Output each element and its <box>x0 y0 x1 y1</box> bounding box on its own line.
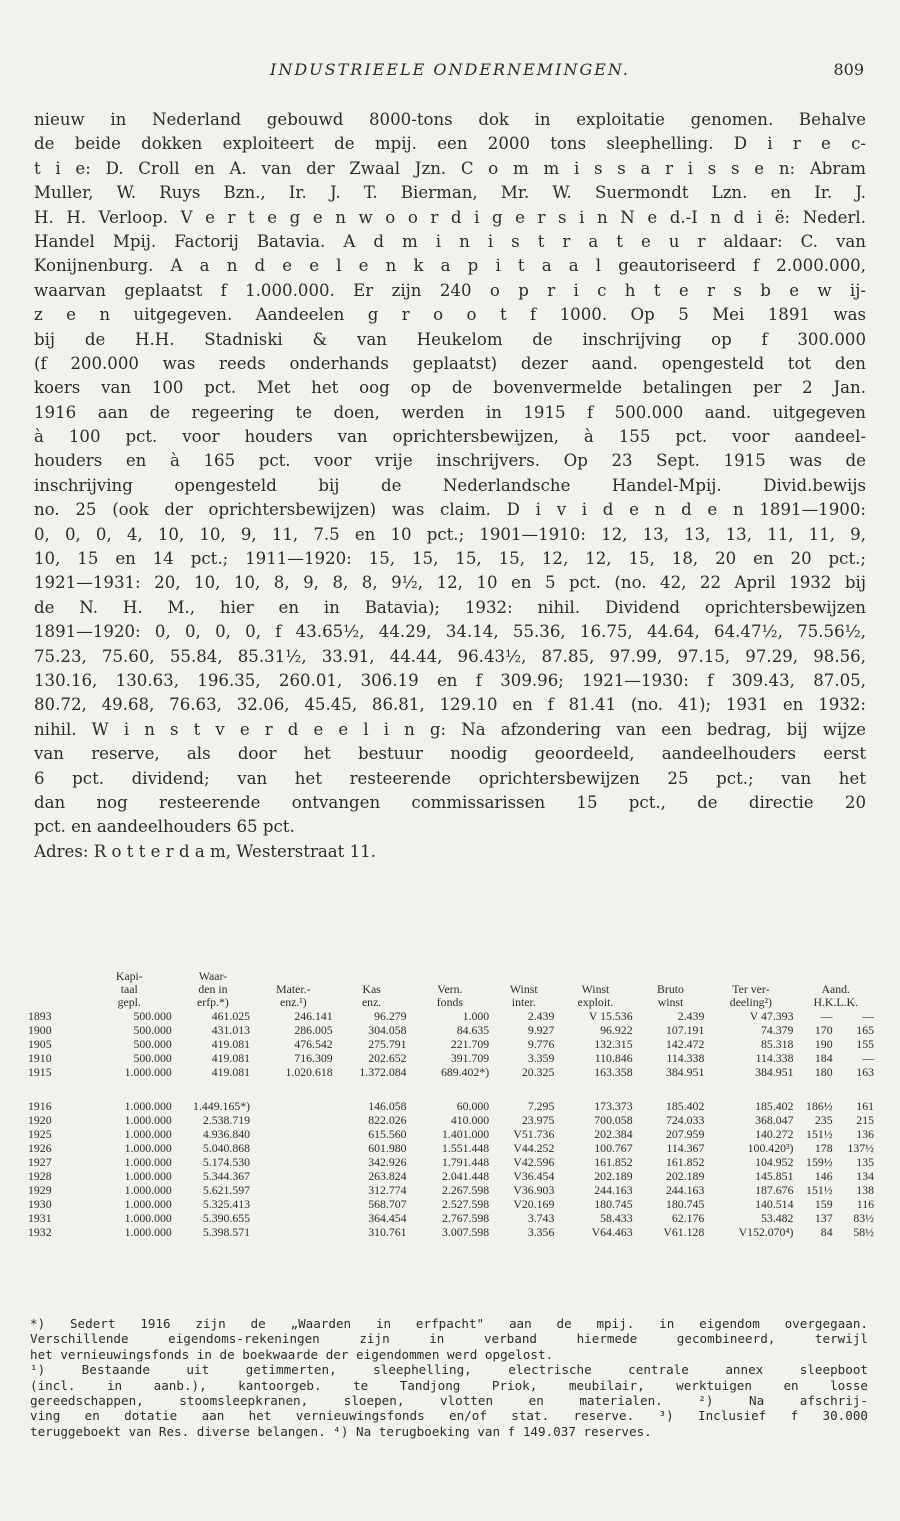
column-header: Kapi- taal gepl. <box>115 969 143 1009</box>
table-cell: 104.952 <box>755 1155 794 1169</box>
table-cell: 5.398.571 <box>202 1225 251 1239</box>
table-cell: — <box>862 1051 874 1065</box>
footnote-line: *) Sedert 1916 zijn de „Waarden in erfpacht" aan de mpij. in eigendom overgegaan. <box>30 1316 868 1331</box>
table-cell: 263.824 <box>368 1169 407 1183</box>
table-cell: 286.005 <box>294 1023 333 1037</box>
table-cell: V36.903 <box>513 1183 555 1197</box>
table-cell: 5.390.655 <box>202 1211 251 1225</box>
table-cell: — <box>820 1009 833 1023</box>
table-cell: 1.000 <box>462 1009 490 1023</box>
table-cell: 202.189 <box>666 1169 705 1183</box>
table-cell: 1.000.000 <box>124 1127 172 1141</box>
table-cell: 244.163 <box>594 1183 633 1197</box>
table-cell: V 15.536 <box>588 1009 633 1023</box>
table-cell: 186½ <box>806 1099 833 1113</box>
table-cell: 184 <box>814 1051 833 1065</box>
table-row <box>26 1155 876 1169</box>
year-cell: 1926 <box>28 1141 52 1155</box>
text-line: à 100 pct. voor houders van oprichtersbewijzen, à 155 pct. voor aandeel- <box>34 427 866 447</box>
table-cell <box>252 1225 335 1239</box>
table-cell: 83½ <box>853 1211 874 1225</box>
table-cell: 1.000.000 <box>124 1065 172 1079</box>
table-cell: 2.767.598 <box>441 1211 490 1225</box>
table-cell: 384.951 <box>755 1065 794 1079</box>
text-line: H. H. Verloop. V e r t e g e n w o o r d i g e r s i n N e d.-I n d i ë: Nederl. <box>34 207 866 227</box>
table-cell: 145.851 <box>755 1169 794 1183</box>
table-cell: 368.047 <box>755 1113 794 1127</box>
table-cell: 116 <box>856 1197 874 1211</box>
table-cell: 391.709 <box>450 1051 490 1065</box>
text-line: de beide dokken exploiteert de mpij. een 2000 tons sleephelling. D i r e c- <box>34 134 866 154</box>
table-cell: 431.013 <box>211 1023 251 1037</box>
table-cell: — <box>862 1009 874 1023</box>
table-cell: 84 <box>820 1225 833 1239</box>
table-cell: 700.058 <box>594 1113 633 1127</box>
table-cell: 173.373 <box>594 1099 633 1113</box>
table-cell: 110.846 <box>594 1051 633 1065</box>
table-cell: 155 <box>856 1037 874 1051</box>
footnote-line: het vernieuwingsfonds in de boekwaarde der eigendommen werd opgelost. <box>30 1346 554 1362</box>
table-cell: 1.000.000 <box>124 1141 172 1155</box>
text-line: t i e: D. Croll en A. van der Zwaal Jzn. C o m m i s s a r i s s e n: Abram <box>34 158 866 178</box>
footnote-line: (incl. in aanb.), kantoorgeb. te Tandjong Priok, meubilair, werktuigen en losse <box>30 1377 868 1393</box>
year-cell: 1927 <box>28 1155 52 1169</box>
table-cell: 114.338 <box>666 1051 705 1065</box>
table-cell <box>252 1127 335 1141</box>
text-line: nieuw in Nederland gebouwd 8000-tons dok in exploitatie genomen. Behalve <box>34 110 866 129</box>
table-cell: 716.309 <box>294 1051 333 1065</box>
table-cell: 310.761 <box>368 1225 407 1239</box>
table-cell: 58.433 <box>600 1211 633 1225</box>
text-line: van reserve, als door het bestuur noodig geoordeeld, aandeelhouders eerst <box>34 744 866 764</box>
table-cell: 1.020.618 <box>285 1065 333 1079</box>
column-header: Winst inter. <box>509 982 538 1009</box>
table-cell: 134 <box>856 1169 874 1183</box>
table-cell: 2.267.598 <box>441 1183 490 1197</box>
table-cell: 342.926 <box>368 1155 407 1169</box>
table-cell: 500.000 <box>133 1009 172 1023</box>
year-cell: 1910 <box>28 1051 52 1065</box>
table-cell: 142.472 <box>666 1037 705 1051</box>
table-cell: 161.852 <box>594 1155 633 1169</box>
table-cell: 461.025 <box>211 1009 251 1023</box>
table-cell: 151½ <box>806 1127 833 1141</box>
table-row <box>26 1051 876 1065</box>
table-cell: 244.163 <box>666 1183 705 1197</box>
text-line: Muller, W. Ruys Bzn., Ir. J. T. Bierman, Mr. W. Suermondt Lzn. en Ir. J. <box>34 183 866 203</box>
table-cell: 1.000.000 <box>124 1155 172 1169</box>
table-cell: 2.527.598 <box>441 1197 490 1211</box>
table-cell: 7.295 <box>527 1099 555 1113</box>
table-row <box>26 1211 876 1225</box>
text-line: pct. en aandeelhouders 65 pct. <box>34 817 295 837</box>
table-cell: 3.356 <box>527 1225 555 1239</box>
table-cell: 137½ <box>847 1141 874 1155</box>
text-line: Handel Mpij. Factorij Batavia. A d m i n i s t r a t e u r aldaar: C. van <box>34 231 866 251</box>
table-cell: 1.372.084 <box>359 1065 407 1079</box>
table-cell: 114.367 <box>666 1141 705 1155</box>
table-cell: 3.359 <box>527 1051 555 1065</box>
table-cell: 500.000 <box>133 1037 172 1051</box>
column-header: Bruto winst <box>657 982 684 1009</box>
table-cell: 62.176 <box>671 1211 705 1225</box>
table-cell: 1.000.000 <box>124 1099 172 1113</box>
table-row <box>26 1225 876 1239</box>
table-cell: 500.000 <box>133 1023 172 1037</box>
table-cell: 151½ <box>806 1183 833 1197</box>
table-cell: 419.081 <box>211 1065 251 1079</box>
table-row <box>26 1141 876 1155</box>
body-paragraph <box>34 108 866 864</box>
table-cell: 185.402 <box>666 1099 705 1113</box>
table-cell: 114.338 <box>755 1051 794 1065</box>
table-cell: 5.621.597 <box>202 1183 251 1197</box>
table-cell: 215 <box>856 1113 874 1127</box>
table-cell: 202.384 <box>594 1127 633 1141</box>
table-cell: 96.922 <box>600 1023 633 1037</box>
text-line: z e n uitgegeven. Aandeelen g r o o t f 1000. Op 5 Mei 1891 was <box>34 305 866 325</box>
table-cell: 146 <box>814 1169 833 1183</box>
table-cell: 161 <box>856 1099 874 1113</box>
table-cell <box>252 1113 335 1127</box>
table-cell <box>252 1183 335 1197</box>
table-row <box>26 1183 876 1197</box>
table-cell: 246.141 <box>294 1009 333 1023</box>
footnotes <box>30 1316 868 1439</box>
table-row <box>26 1099 876 1113</box>
year-cell: 1905 <box>28 1037 52 1051</box>
table-cell: V61.128 <box>663 1225 705 1239</box>
table-cell: 5.325.413 <box>202 1197 251 1211</box>
text-line: 0, 0, 0, 4, 10, 10, 9, 11, 7.5 en 10 pct.; 1901—1910: 12, 13, 13, 13, 11, 11, 9, <box>34 524 866 544</box>
column-header: Waar- den in erfp.*) <box>197 969 229 1009</box>
table-cell: 2.439 <box>527 1009 555 1023</box>
table-cell: 615.560 <box>368 1127 407 1141</box>
table-cell: 221.709 <box>450 1037 490 1051</box>
table-cell: 5.344.367 <box>202 1169 251 1183</box>
running-title: INDUSTRIEELE ONDERNEMINGEN. <box>270 60 630 79</box>
column-header: Winst exploit. <box>577 982 614 1009</box>
table-cell: 161.852 <box>666 1155 705 1169</box>
table-cell: 601.980 <box>368 1141 407 1155</box>
table-cell: 5.174.530 <box>202 1155 251 1169</box>
text-line: (f 200.000 was reeds onderhands geplaatst) dezer aand. opengesteld tot den <box>34 353 866 373</box>
table-cell: 1.000.000 <box>124 1211 172 1225</box>
table-cell: 1.000.000 <box>124 1197 172 1211</box>
table-cell: 568.707 <box>368 1197 407 1211</box>
table-cell: 20.325 <box>521 1065 555 1079</box>
table-cell: 2.538.719 <box>202 1113 251 1127</box>
page-number: 809 <box>833 60 864 79</box>
table-cell: 100.420³) <box>747 1141 794 1155</box>
table-cell: 140.272 <box>755 1127 794 1141</box>
table-row <box>26 1113 876 1127</box>
table-cell <box>252 1141 335 1155</box>
table-cell: 1.401.000 <box>441 1127 490 1141</box>
column-header: Ter ver- deeling²) <box>729 982 772 1009</box>
text-line: 10, 15 en 14 pct.; 1911—1920: 15, 15, 15, 15, 12, 12, 15, 18, 20 en 20 pct.; <box>34 549 866 569</box>
text-line: 130.16, 130.63, 196.35, 260.01, 306.19 en f 309.96; 1921—1930: f 309.43, 87.05, <box>34 670 866 690</box>
year-cell: 1900 <box>28 1023 52 1037</box>
table-cell: 190 <box>814 1037 833 1051</box>
year-cell: 1915 <box>28 1065 52 1079</box>
text-line: 1921—1931: 20, 10, 10, 8, 9, 8, 8, 9½, 12, 10 en 5 pct. (no. 42, 22 April 1932 bij <box>34 573 866 593</box>
table-header-row <box>26 970 876 1009</box>
table-cell: 137 <box>814 1211 833 1225</box>
table-cell: 180.745 <box>666 1197 705 1211</box>
table-cell: 159 <box>814 1197 833 1211</box>
table-cell: 165 <box>856 1023 874 1037</box>
table-cell: 138 <box>856 1183 874 1197</box>
year-cell: 1893 <box>28 1009 52 1023</box>
table-cell: 9.927 <box>527 1023 555 1037</box>
table-cell: V51.736 <box>513 1127 555 1141</box>
text-line: nihil. W i n s t v e r d e e l i n g: Na afzondering van een bedrag, bij wijze <box>34 719 866 739</box>
table-cell: 410.000 <box>450 1113 490 1127</box>
text-line: Adres: R o t t e r d a m, Westerstraat 11. <box>34 841 377 861</box>
column-header: Vern. fonds <box>436 982 463 1009</box>
table-cell: 136 <box>856 1127 874 1141</box>
table-cell: 476.542 <box>294 1037 333 1051</box>
table-cell: 1.000.000 <box>124 1183 172 1197</box>
table-cell: 312.774 <box>368 1183 407 1197</box>
table-cell: 178 <box>814 1141 833 1155</box>
footnote-line: ving en dotatie aan het vernieuwingsfonds en/of stat. reserve. ³) Inclusief f 30.000 <box>30 1408 868 1424</box>
table-cell: 1.551.448 <box>441 1141 490 1155</box>
footnote-line: teruggeboekt van Res. diverse belangen. ⁴) Na terugboeking van f 149.037 reserves. <box>30 1423 652 1439</box>
year-cell: 1931 <box>28 1211 52 1225</box>
table-cell: 1.000.000 <box>124 1169 172 1183</box>
table-cell: V64.463 <box>591 1225 633 1239</box>
year-cell: 1916 <box>28 1099 52 1113</box>
table-cell: 23.975 <box>521 1113 555 1127</box>
table-cell: 163.358 <box>594 1065 633 1079</box>
table-cell: 419.081 <box>211 1037 251 1051</box>
text-line: dan nog resteerende ontvangen commissarissen 15 pct., de directie 20 <box>34 792 866 812</box>
table-cell: V20.169 <box>513 1197 555 1211</box>
financial-table <box>26 970 876 1239</box>
column-header: Mater.- enz.¹) <box>276 982 311 1009</box>
table-cell <box>252 1099 335 1113</box>
table-row <box>26 1037 876 1051</box>
table-cell: 384.951 <box>666 1065 705 1079</box>
table-cell: 2.041.448 <box>441 1169 490 1183</box>
table-cell: 275.791 <box>368 1037 407 1051</box>
table-cell: 146.058 <box>368 1099 407 1113</box>
text-line: 6 pct. dividend; van het resteerende oprichtersbewijzen 25 pct.; van het <box>34 768 866 788</box>
table-row <box>26 1009 876 1023</box>
table-cell: 235 <box>814 1113 833 1127</box>
table-row <box>26 1065 876 1079</box>
text-line: Konijnenburg. A a n d e e l e n k a p i t a a l geautoriseerd f 2.000.000, <box>34 256 866 276</box>
table-row <box>26 1127 876 1141</box>
year-cell: 1928 <box>28 1169 52 1183</box>
text-line: 80.72, 49.68, 76.63, 32.06, 45.45, 86.81, 129.10 en f 81.41 (no. 41); 1931 en 1932: <box>34 695 866 715</box>
text-line: no. 25 (ook der oprichtersbewijzen) was claim. D i v i d e n d e n 1891—1900: <box>34 500 866 520</box>
table-cell: V36.454 <box>513 1169 555 1183</box>
year-cell: 1920 <box>28 1113 52 1127</box>
year-cell: 1930 <box>28 1197 52 1211</box>
table-cell: 135 <box>856 1155 874 1169</box>
footnote-line: gereedschappen, stoomsleepkranen, sloepen, vlotten en materialen. ²) Na afschrij- <box>30 1392 868 1408</box>
table-cell: 159½ <box>806 1155 833 1169</box>
table-cell: 180.745 <box>594 1197 633 1211</box>
table-cell: 364.454 <box>368 1211 407 1225</box>
text-line: koers van 100 pct. Met het oog op de bovenvermelde betalingen per 2 Jan. <box>34 378 866 398</box>
table-cell: 500.000 <box>133 1051 172 1065</box>
text-line: inschrijving opengesteld bij de Nederlandsche Handel-Mpij. Divid.bewijs <box>34 475 866 495</box>
table-cell: 163 <box>856 1065 874 1079</box>
table-cell: 202.652 <box>368 1051 407 1065</box>
table-row <box>26 1023 876 1037</box>
table-spacer <box>26 1079 876 1099</box>
page-header <box>0 60 900 86</box>
table-cell: 170 <box>814 1023 833 1037</box>
table-cell: 9.776 <box>527 1037 555 1051</box>
table-cell: 1.000.000 <box>124 1113 172 1127</box>
table-cell: 74.379 <box>761 1023 794 1037</box>
text-line: 1916 aan de regeering te doen, werden in 1915 f 500.000 aand. uitgegeven <box>34 402 866 422</box>
year-cell: 1932 <box>28 1225 52 1239</box>
footnote-line: ¹) Bestaande uit getimmerten, sleephelling, electrische centrale annex sleepboot <box>30 1362 868 1378</box>
table-cell <box>252 1211 335 1225</box>
table-cell: 100.767 <box>594 1141 633 1155</box>
table-cell: 202.189 <box>594 1169 633 1183</box>
text-line: houders en à 165 pct. voor vrije inschrijvers. Op 23 Sept. 1915 was de <box>34 451 866 471</box>
table-cell: 53.482 <box>761 1211 794 1225</box>
text-line: waarvan geplaatst f 1.000.000. Er zijn 240 o p r i c h t e r s b e w ij- <box>34 280 866 300</box>
table-cell <box>252 1169 335 1183</box>
table-cell: 2.439 <box>677 1009 705 1023</box>
table-cell: 180 <box>814 1065 833 1079</box>
column-header: Aand. H.K.L.K. <box>813 982 859 1009</box>
table-cell: V 47.393 <box>749 1009 794 1023</box>
table-cell: 304.058 <box>368 1023 407 1037</box>
table-row <box>26 1169 876 1183</box>
table-cell: 84.635 <box>456 1023 490 1037</box>
text-line: 1891—1920: 0, 0, 0, 0, f 43.65½, 44.29, 34.14, 55.36, 16.75, 44.64, 64.47½, 75.56½, <box>34 622 866 642</box>
table-cell: 96.279 <box>374 1009 407 1023</box>
table-cell: 207.959 <box>666 1127 705 1141</box>
table-cell: V42.596 <box>513 1155 555 1169</box>
year-cell: 1925 <box>28 1127 52 1141</box>
table-cell: 185.402 <box>755 1099 794 1113</box>
table-cell: V44.252 <box>513 1141 555 1155</box>
table-cell: 58½ <box>853 1225 874 1239</box>
table-cell: 140.514 <box>755 1197 794 1211</box>
table-cell: 85.318 <box>761 1037 794 1051</box>
table-cell: 1.791.448 <box>441 1155 490 1169</box>
table-cell: 4.936.840 <box>202 1127 251 1141</box>
text-line: bij de H.H. Stadniski & van Heukelom de inschrijving op f 300.000 <box>34 329 866 349</box>
table-cell: 187.676 <box>755 1183 794 1197</box>
column-header <box>26 970 85 1009</box>
table-cell: 1.449.165*) <box>193 1099 251 1113</box>
table-cell: 3.743 <box>527 1211 555 1225</box>
table-cell: 107.191 <box>666 1023 705 1037</box>
table-cell: 60.000 <box>456 1099 490 1113</box>
table-cell <box>252 1155 335 1169</box>
text-line: 75.23, 75.60, 55.84, 85.31½, 33.91, 44.44, 96.43½, 87.85, 97.99, 97.15, 97.29, 98.56, <box>34 646 866 666</box>
table-cell: V152.070⁴) <box>738 1225 794 1239</box>
table-cell: 689.402*) <box>440 1065 490 1079</box>
table-cell: 3.007.598 <box>441 1225 490 1239</box>
table-cell <box>252 1197 335 1211</box>
column-header: Kas enz. <box>361 982 382 1009</box>
table-cell: 132.315 <box>594 1037 633 1051</box>
year-cell: 1929 <box>28 1183 52 1197</box>
table-cell: 419.081 <box>211 1051 251 1065</box>
table-cell: 1.000.000 <box>124 1225 172 1239</box>
table-row <box>26 1197 876 1211</box>
table-cell: 5.040.868 <box>202 1141 251 1155</box>
text-line: de N. H. M., hier en in Batavia); 1932: nihil. Dividend oprichtersbewijzen <box>34 597 866 617</box>
table-cell: 724.033 <box>666 1113 705 1127</box>
footnote-line: Verschillende eigendoms-rekeningen zijn in verband hiermede gecombineerd, terwijl <box>30 1331 868 1347</box>
table-cell: 822.026 <box>368 1113 407 1127</box>
